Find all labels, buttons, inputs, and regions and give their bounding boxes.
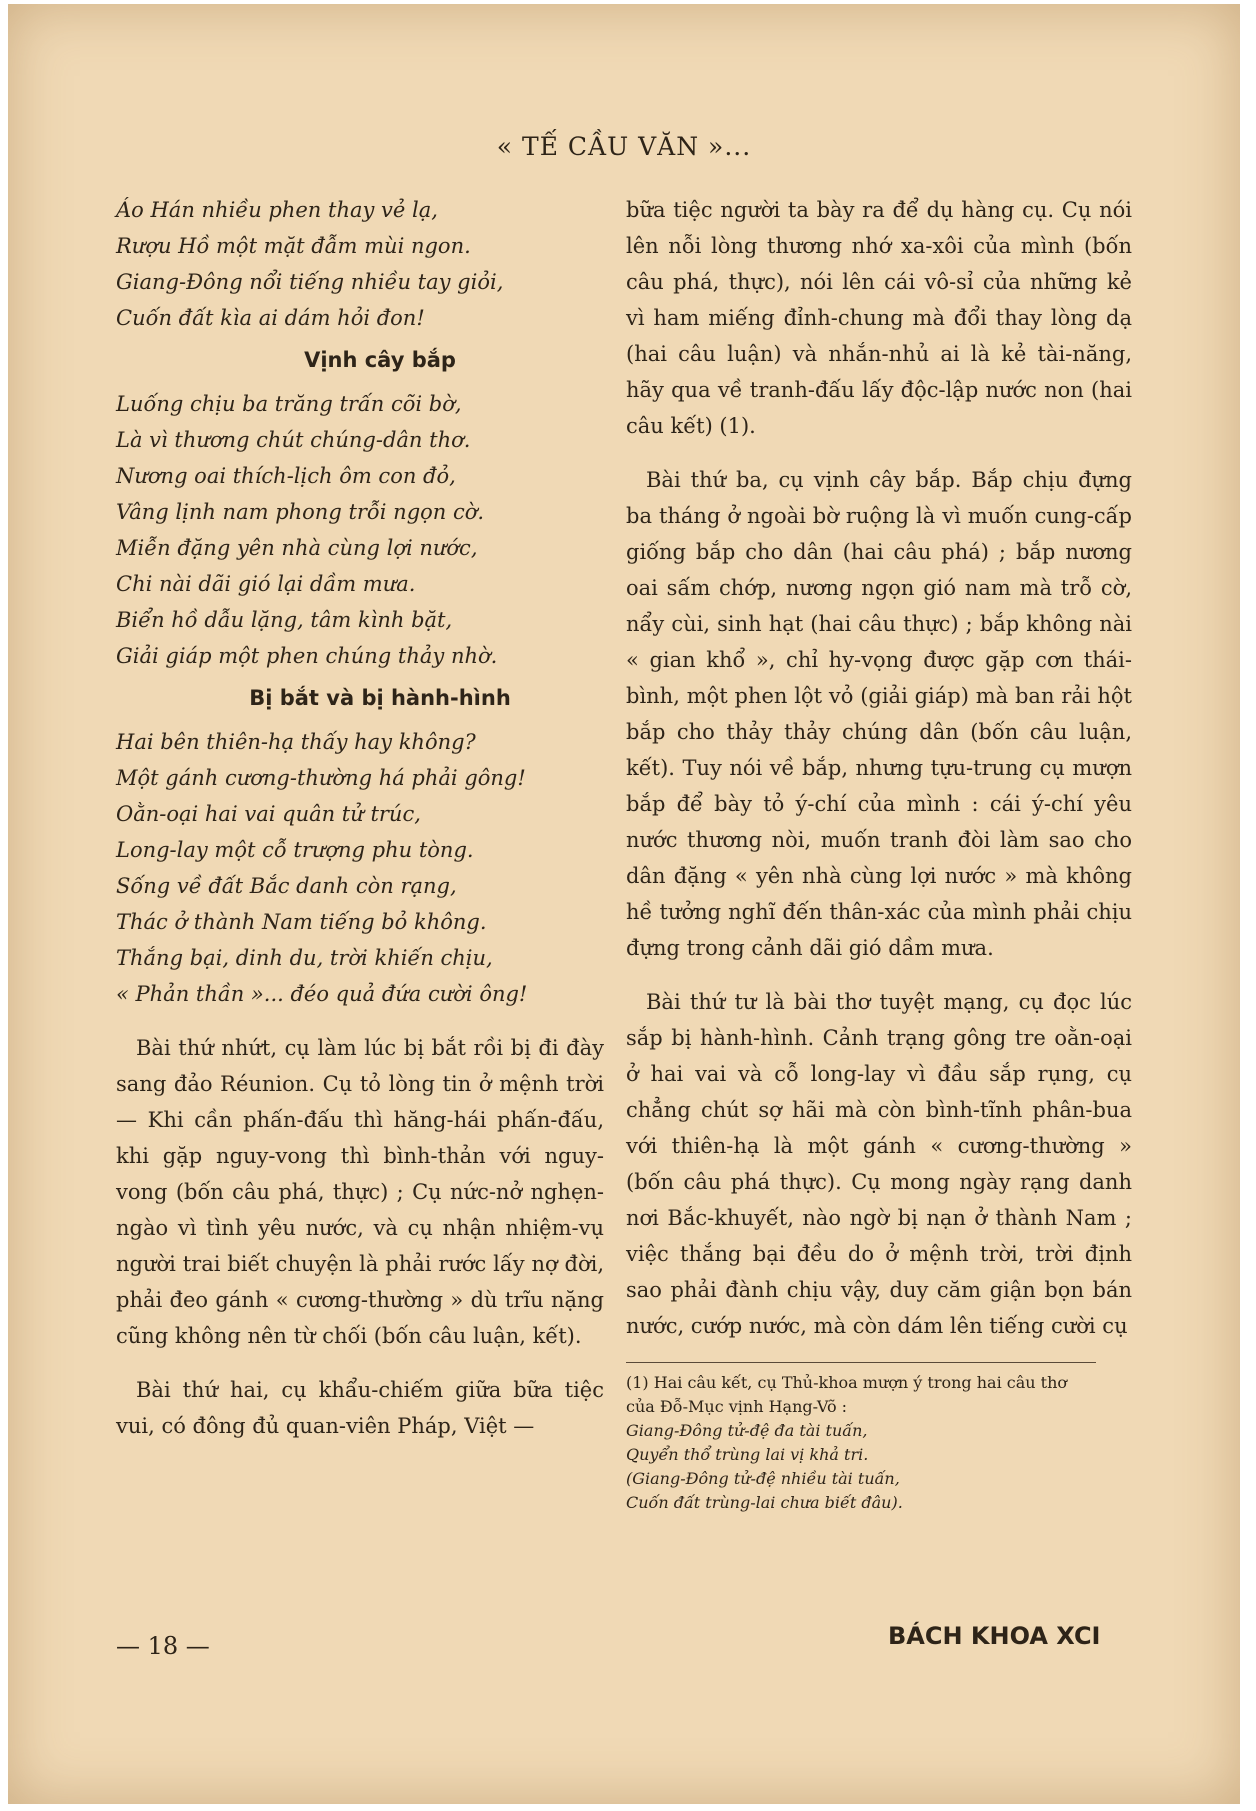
page-header: « TẾ CẦU VĂN »... [496,132,752,161]
verse-line: Rượu Hồ một mặt đẫm mùi ngon. [116,234,471,258]
intro-poem [116,192,604,336]
verse-line: Áo Hán nhiều phen thay vẻ lạ, [116,198,438,222]
page-number: — 18 — [116,1632,210,1660]
left-column [116,192,604,1462]
body-paragraph: Bài thứ hai, cụ khẩu-chiếm giữa bữa tiệc vui, có đông đủ quan-viên Pháp, Việt — [116,1378,604,1438]
page [8,4,1240,1804]
footnote-text: (1) Hai câu kết, cụ Thủ-khoa mượn ý trong hai câu thơ của Đỗ-Mục vịnh Hạng-Võ : [626,1373,1068,1416]
verse-line: Vâng lịnh nam phong trỗi ngọn cờ. [116,500,485,524]
verse-line: Sống về đất Bắc danh còn rạng, [116,874,457,898]
right-column [626,192,1132,1515]
body-paragraph: Bài thứ tư là bài thơ tuyệt mạng, cụ đọc lúc sắp bị hành-hình. Cảnh trạng gông tre oằn-oại ở hai vai và cỗ long-lay vì đầu sắp rụng, cụ chẳng chút sợ hãi mà còn bình-tĩnh phân-bua với thiên-hạ là một gánh « cương-thường » (bốn câu phá thực). Cụ mong ngày rạng danh nơi Bắc-khuyết, nào ngờ bị nạn ở thành Nam ; việc thắng bại đều do ở mệnh trời, trời định sao phải đành chịu vậy, duy căm giận bọn bán nước, cướp nước, mà còn dám lên tiếng cười cụ [626,990,1132,1338]
verse-line: Là vì thương chút chúng-dân thơ. [116,428,471,452]
verse-line: Giang-Đông nổi tiếng nhiều tay giỏi, [116,270,504,294]
section-title-vinh-cay-bap: Vịnh cây bắp [304,348,456,372]
verse-line: Miễn đặng yên nhà cùng lợi nước, [116,536,478,560]
verse-line: Nương oai thích-lịch ôm con đỏ, [116,464,456,488]
verse-line: Chi nài dãi gió lại dầm mưa. [116,572,416,596]
body-paragraph: Bài thứ nhứt, cụ làm lúc bị bắt rồi bị đi đày sang đảo Réunion. Cụ tỏ lòng tin ở mệnh trời — Khi cần phấn-đấu thì hăng-hái phấn-đấu, khi gặp nguy-vong thì bình-thản với nguy-vong (bốn câu phá, thực) ; Cụ nức-nở nghẹn-ngào vì tình yêu nước, và cụ nhận nhiệm-vụ người trai biết chuyện là phải rước lấy nợ đời, phải đeo gánh « cương-thường » dù trĩu nặng cũng không nên từ chối (bốn câu luận, kết). [116,1036,604,1348]
verse-line: Luống chịu ba trăng trấn cõi bờ, [116,392,462,416]
verse-line: Biển hồ dẫu lặng, tâm kình bặt, [116,608,453,632]
verse-line: Oằn-oại hai vai quân tử trúc, [116,802,421,826]
footnote-quote-line: Quyển thổ trùng lai vị khả tri. [626,1445,869,1464]
poem-vinh-cay-bap [116,386,604,674]
footnote-quote-line: Giang-Đông tử-đệ đa tài tuấn, [626,1421,868,1440]
poem-bi-bat [116,724,604,1012]
verse-line: Cuốn đất kìa ai dám hỏi đon! [116,306,425,330]
verse-line: « Phản thần »... đéo quả đứa cười ông! [116,982,528,1006]
verse-line: Giải giáp một phen chúng thảy nhờ. [116,644,498,668]
footnote-quote-line: (Giang-Đông tử-đệ nhiều tài tuấn, [626,1469,900,1488]
verse-line: Thắng bại, dinh du, trời khiến chịu, [116,946,493,970]
footnote-quote-line: Cuốn đất trùng-lai chưa biết đâu). [626,1493,903,1512]
verse-line: Thác ở thành Nam tiếng bỏ không. [116,910,487,934]
body-paragraph: Bài thứ ba, cụ vịnh cây bắp. Bắp chịu đựng ba tháng ở ngoài bờ ruộng là vì muốn cung-cấp giống bắp cho dân (hai câu phá) ; bắp nương oai sấm chớp, nương ngọn gió nam mà trỗ cờ, nẩy cùi, sinh hạt (hai câu thực) ; bắp không nài « gian khổ », chỉ hy-vọng được gặp cơn thái-bình, một phen lột vỏ (giải giáp) mà ban rải hột bắp cho thảy thảy chúng dân (bốn câu luận, kết). Tuy nói về bắp, nhưng tựu-trung cụ mượn bắp để bày tỏ ý-chí của mình : cái ý-chí yêu nước thương nòi, muốn tranh đòi làm sao cho dân đặng « yên nhà cùng lợi nước » mà không hề tưởng nghĩ đến thân-xác của mình phải chịu đựng trong cảnh dãi gió dầm mưa. [626,468,1132,960]
verse-line: Long-lay một cỗ trượng phu tòng. [116,838,474,862]
verse-line: Hai bên thiên-hạ thấy hay không? [116,730,476,754]
section-title-bi-bat: Bị bắt và bị hành-hình [249,686,511,710]
magazine-name: BÁCH KHOA XCI [888,1622,1101,1650]
body-paragraph: bữa tiệc người ta bày ra để dụ hàng cụ. Cụ nói lên nỗi lòng thương nhớ xa-xôi của mình (bốn câu phá, thực), nói lên cái vô-sỉ của những kẻ vì ham miếng đỉnh-chung mà đổi thay lòng dạ (hai câu luận) và nhắn-nhủ ai là kẻ tài-năng, hãy qua về tranh-đấu lấy độc-lập nước non (hai câu kết) (1). [626,198,1132,438]
verse-line: Một gánh cương-thường há phải gông! [116,766,526,790]
footnote [626,1362,1096,1515]
